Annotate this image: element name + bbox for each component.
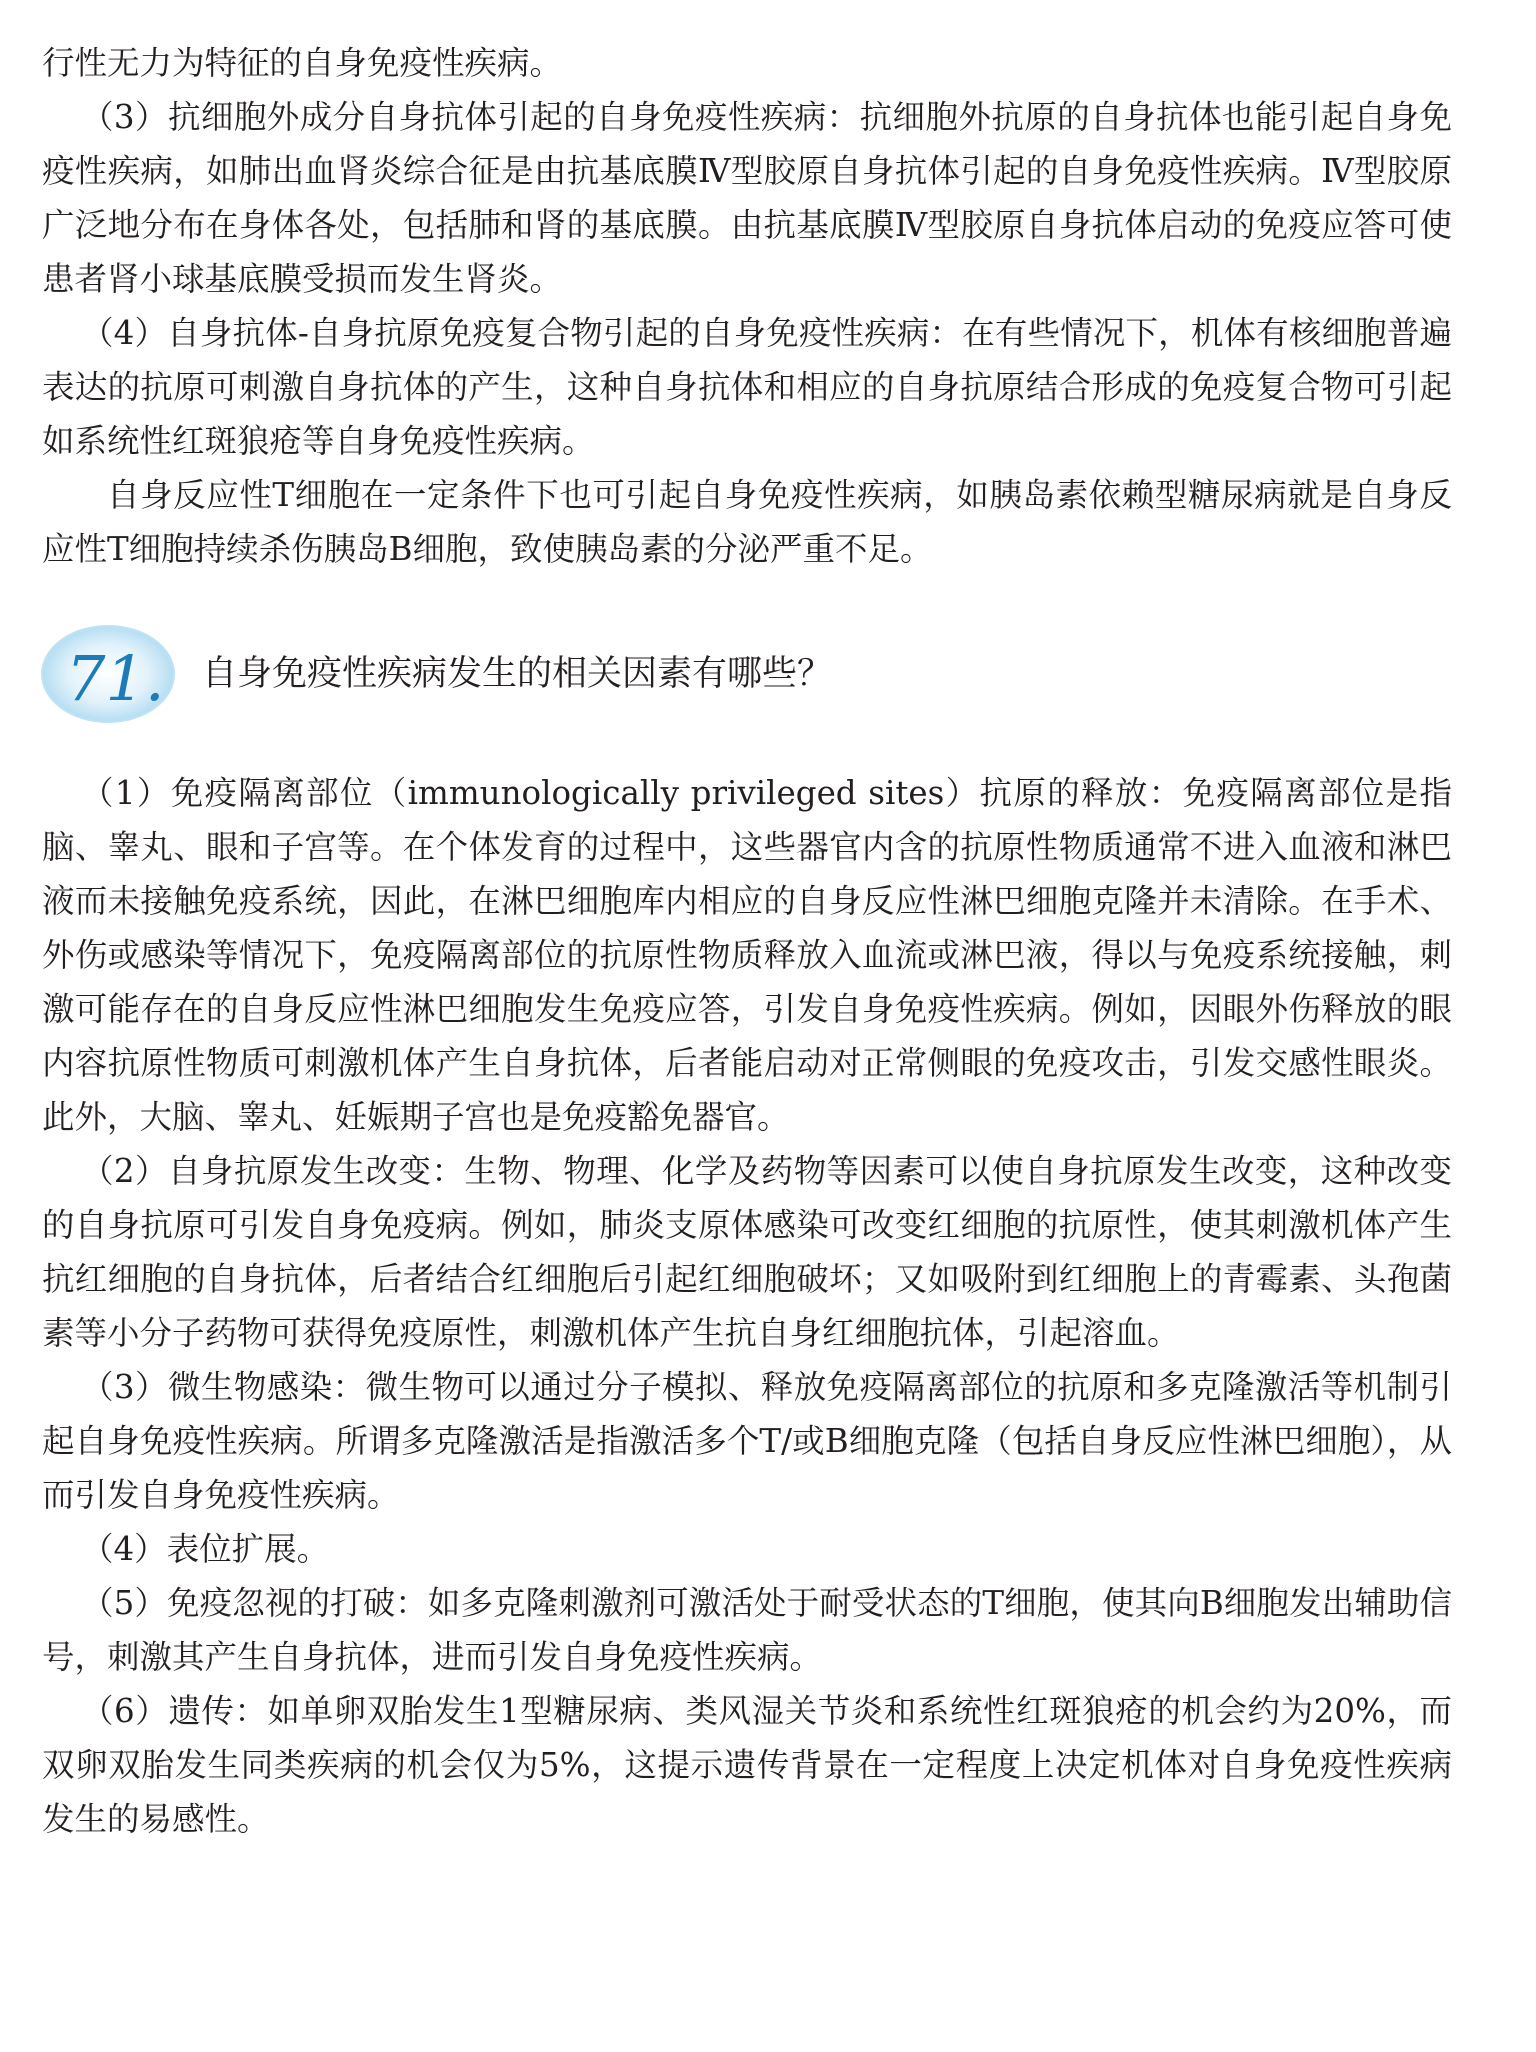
- intro-paragraph-item-4: （4）自身抗体-自身抗原免疫复合物引起的自身免疫性疾病：在有些情况下，机体有核细胞普遍表达的抗原可刺激自身抗体的产生，这种自身抗体和相应的自身抗原结合形成的免疫复合物可引起如系统性红斑狼疮等自身免疫性疾病。: [42, 314, 1452, 460]
- intro-paragraph-continuation: 行性无力为特征的自身免疫性疾病。: [42, 44, 563, 82]
- section-number: 71.: [66, 642, 165, 715]
- factor-item-3: （3）微生物感染：微生物可以通过分子模拟、释放免疫隔离部位的抗原和多克隆激活等机制引起自身免疫性疾病。所谓多克隆激活是指激活多个T/或B细胞克隆（包括自身反应性淋巴细胞），从而引发自身免疫性疾病。: [42, 1368, 1452, 1514]
- factor-item-6: （6）遗传：如单卵双胎发生1型糖尿病、类风湿关节炎和系统性红斑狼疮的机会约为20%，而双卵双胎发生同类疾病的机会仅为5%，这提示遗传背景在一定程度上决定机体对自身免疫性疾病发生的易感性。: [42, 1692, 1452, 1838]
- section-title: 自身免疫性疾病发生的相关因素有哪些？: [202, 654, 833, 694]
- section-header: [42, 618, 1452, 728]
- factor-item-4: （4）表位扩展。: [81, 1530, 330, 1568]
- factor-item-2: （2）自身抗原发生改变：生物、物理、化学及药物等因素可以使自身抗原发生改变，这种改变的自身抗原可引发自身免疫病。例如，肺炎支原体感染可改变红细胞的抗原性，使其刺激机体产生抗红细胞的自身抗体，后者结合红细胞后引起红细胞破坏；又如吸附到红细胞上的青霉素、头孢菌素等小分子药物可获得免疫原性，刺激机体产生抗自身红细胞抗体，引起溶血。: [42, 1152, 1452, 1352]
- section-number-badge: [36, 618, 186, 728]
- document-page: [42, 36, 1452, 1846]
- factor-item-5: （5）免疫忽视的打破：如多克隆刺激剂可激活处于耐受状态的T细胞，使其向B细胞发出辅助信号，刺激其产生自身抗体，进而引发自身免疫性疾病。: [42, 1584, 1452, 1676]
- intro-paragraph-t-cell: 自身反应性T细胞在一定条件下也可引起自身免疫性疾病，如胰岛素依赖型糖尿病就是自身反应性T细胞持续杀伤胰岛B细胞，致使胰岛素的分泌严重不足。: [42, 476, 1452, 568]
- factor-item-1: （1）免疫隔离部位（immunologically privileged sites）抗原的释放：免疫隔离部位是指脑、睾丸、眼和子宫等。在个体发育的过程中，这些器官内含的抗原性物质通常不进入血液和淋巴液而未接触免疫系统，因此，在淋巴细胞库内相应的自身反应性淋巴细胞克隆并未清除。在手术、外伤或感染等情况下，免疫隔离部位的抗原性物质释放入血流或淋巴液，得以与免疫系统接触，刺激可能存在的自身反应性淋巴细胞发生免疫应答，引发自身免疫性疾病。例如，因眼外伤释放的眼内容抗原性物质可刺激机体产生自身抗体，后者能启动对正常侧眼的免疫攻击，引发交感性眼炎。此外，大脑、睾丸、妊娠期子宫也是免疫豁免器官。: [42, 774, 1452, 1136]
- intro-paragraph-item-3: （3）抗细胞外成分自身抗体引起的自身免疫性疾病：抗细胞外抗原的自身抗体也能引起自身免疫性疾病，如肺出血肾炎综合征是由抗基底膜Ⅳ型胶原自身抗体引起的自身免疫性疾病。Ⅳ型胶原广泛地分布在身体各处，包括肺和肾的基底膜。由抗基底膜Ⅳ型胶原自身抗体启动的免疫应答可使患者肾小球基底膜受损而发生肾炎。: [42, 98, 1452, 298]
